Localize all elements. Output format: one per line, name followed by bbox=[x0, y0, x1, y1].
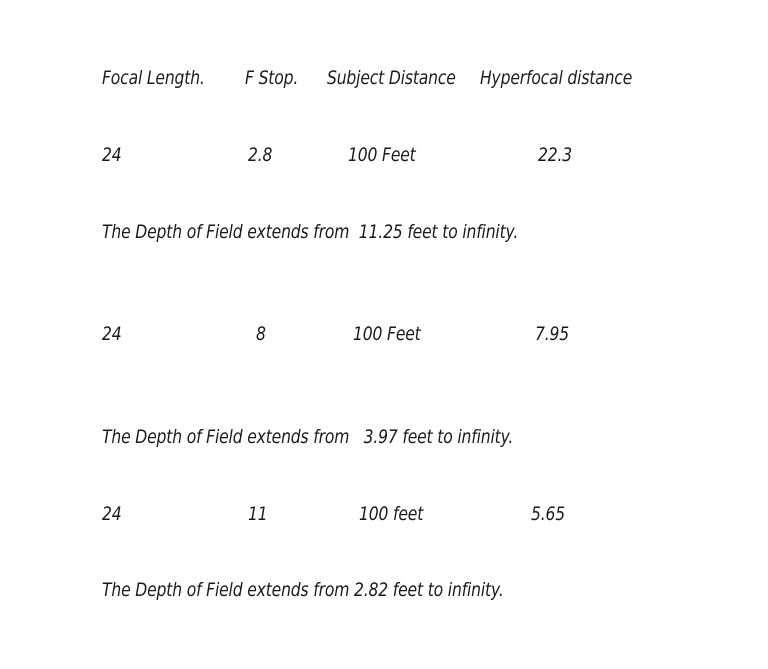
row-3-subject-distance: 100 feet bbox=[359, 503, 424, 525]
header-subject-distance: Subject Distance bbox=[327, 67, 456, 89]
row-2-hyperfocal: 7.95 bbox=[535, 323, 570, 345]
row-3-f-stop: 11 bbox=[248, 503, 268, 525]
row-3-focal-length: 24 bbox=[102, 503, 122, 525]
row-2-f-stop: 8 bbox=[256, 323, 266, 345]
row-3-hyperfocal: 5.65 bbox=[531, 503, 566, 525]
row-1-subject-distance: 100 Feet bbox=[348, 144, 416, 166]
row-3-result: The Depth of Field extends from 2.82 feet to infinity. bbox=[102, 579, 504, 601]
header-f-stop: F Stop. bbox=[245, 67, 299, 89]
header-hyperfocal-distance: Hyperfocal distance bbox=[480, 67, 633, 89]
row-2-result: The Depth of Field extends from 3.97 feet to infinity. bbox=[102, 426, 514, 448]
row-1-f-stop: 2.8 bbox=[248, 144, 273, 166]
row-2-subject-distance: 100 Feet bbox=[353, 323, 421, 345]
row-1-focal-length: 24 bbox=[102, 144, 122, 166]
header-focal-length: Focal Length. bbox=[102, 67, 205, 89]
row-1-result: The Depth of Field extends from 11.25 feet to infinity. bbox=[102, 221, 519, 243]
row-1-hyperfocal: 22.3 bbox=[538, 144, 573, 166]
row-2-focal-length: 24 bbox=[102, 323, 122, 345]
